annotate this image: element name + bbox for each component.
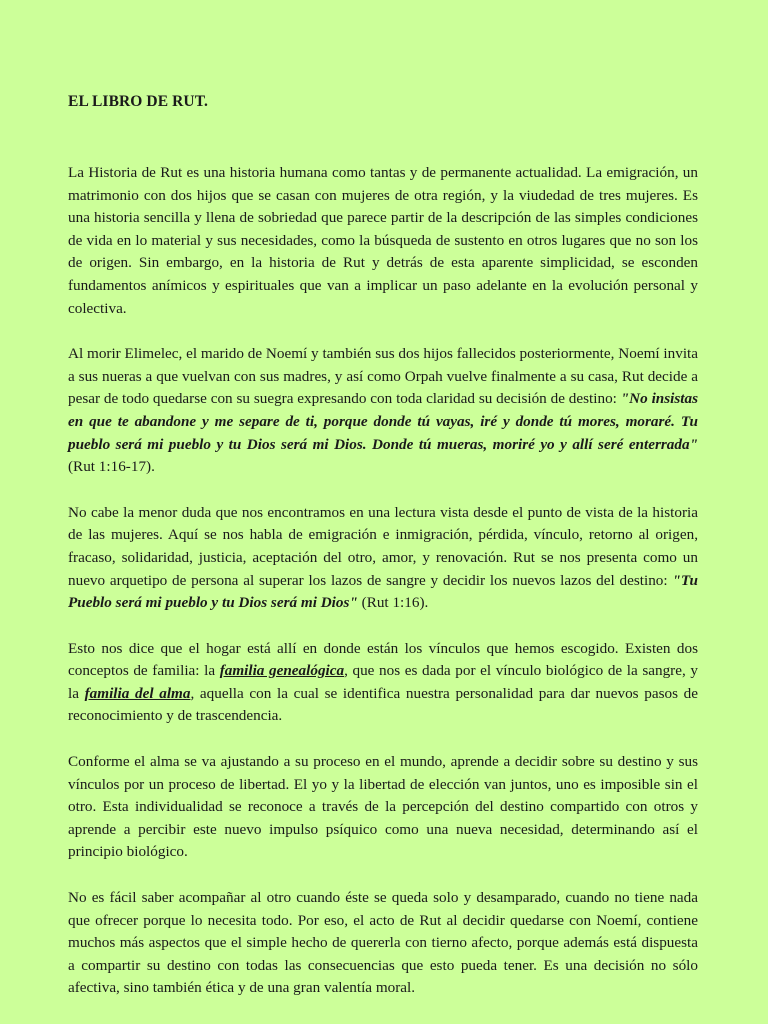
term-familia-genealogica: familia genealógica — [219, 662, 345, 680]
citation-1: (Rut 1:16-17). — [68, 458, 155, 476]
paragraph-4 — [68, 638, 698, 728]
term-familia-del-alma: familia del alma — [84, 684, 191, 702]
paragraph-4-part3: , aquella con la cual se identifica nuestra personalidad para dar nuevos pasos de reconocimiento y de trascendencia. — [68, 684, 698, 725]
paragraph-3-text: No cabe la menor duda que nos encontramos en una lectura vista desde el punto de vista de la historia de las mujeres. Aquí se nos habla de emigración e inmigración, pérdida, vínculo, retorno al origen, fracaso, solidaridad, justicia, aceptación del otro, amor, y renovación. Rut se nos presenta como un nuevo arquetipo de persona al superar los lazos de sangre y decidir los nuevos lazos del destino: — [68, 503, 698, 589]
paragraph-5: Conforme el alma se va ajustando a su proceso en el mundo, aprende a decidir sobre su destino y sus vínculos por un proceso de libertad. El yo y la libertad de elección van juntos, uno es imposible sin el otro. Esta individualidad se reconoce a través de la percepción del destino compartido con otros y aprende a percibir este nuevo impulso psíquico como una nueva necesidad, determinando así el principio biológico. — [68, 753, 698, 861]
paragraph-4-part2: , que nos es dada por el vínculo biológico de la sangre, y la — [68, 662, 698, 702]
ruth-quote-2: "Tu Pueblo será mi pueblo y tu Dios será mi Dios" — [68, 571, 698, 612]
document-title: EL LIBRO DE RUT. — [68, 93, 208, 110]
paragraph-4-part1: Esto nos dice que el hogar está allí en donde están los vínculos que hemos escogido. Existen dos conceptos de familia: la — [68, 639, 698, 680]
paragraph-1: La Historia de Rut es una historia humana como tantas y de permanente actualidad. La emigración, un matrimonio con dos hijos que se casan con mujeres de otra región, y la viudedad de tres mujeres. Es una historia sencilla y llena de sobriedad que parece partir de la descripción de las simples condiciones de vida en lo material y sus necesidades, como la búsqueda de sustento en otros lugares que no son los de origen. Sin embargo, en la historia de Rut y detrás de esta aparente simplicidad, se esconden fundamentos anímicos y espirituales que van a implicar un paso adelante en la evolución personal y colectiva. — [68, 164, 698, 317]
paragraph-2 — [68, 343, 698, 479]
ruth-quote-1: "No insistas en que te abandone y me separe de ti, porque donde tú vayas, iré y donde tú mores, moraré. Tu pueblo será mi pueblo y tu Dios será mi Dios. Donde tú mueras, moriré yo y allí seré enterrada" — [68, 390, 698, 453]
paragraph-2-text: Al morir Elimelec, el marido de Noemí y también sus dos hijos fallecidos posteriormente, Noemí invita a sus nueras a que vuelvan con sus madres, y así como Orpah vuelve finalmente a su casa, Rut decide a pesar de todo quedarse con su suegra expresando con toda claridad su decisión de destino: — [68, 345, 698, 408]
paragraph-3 — [68, 502, 698, 615]
citation-2: (Rut 1:16). — [357, 594, 429, 612]
paragraph-6: No es fácil saber acompañar al otro cuando éste se queda solo y desamparado, cuando no tiene nada que ofrecer porque lo necesita todo. Por eso, el acto de Rut al decidir quedarse con Noemí, contiene muchos más aspectos que el simple hecho de quererla con tierno afecto, porque además está dispuesta a compartir su destino con todas las consecuencias que esto pueda tener. Es una decisión no sólo afectiva, sino también ética y de una gran valentía moral. — [68, 889, 698, 997]
